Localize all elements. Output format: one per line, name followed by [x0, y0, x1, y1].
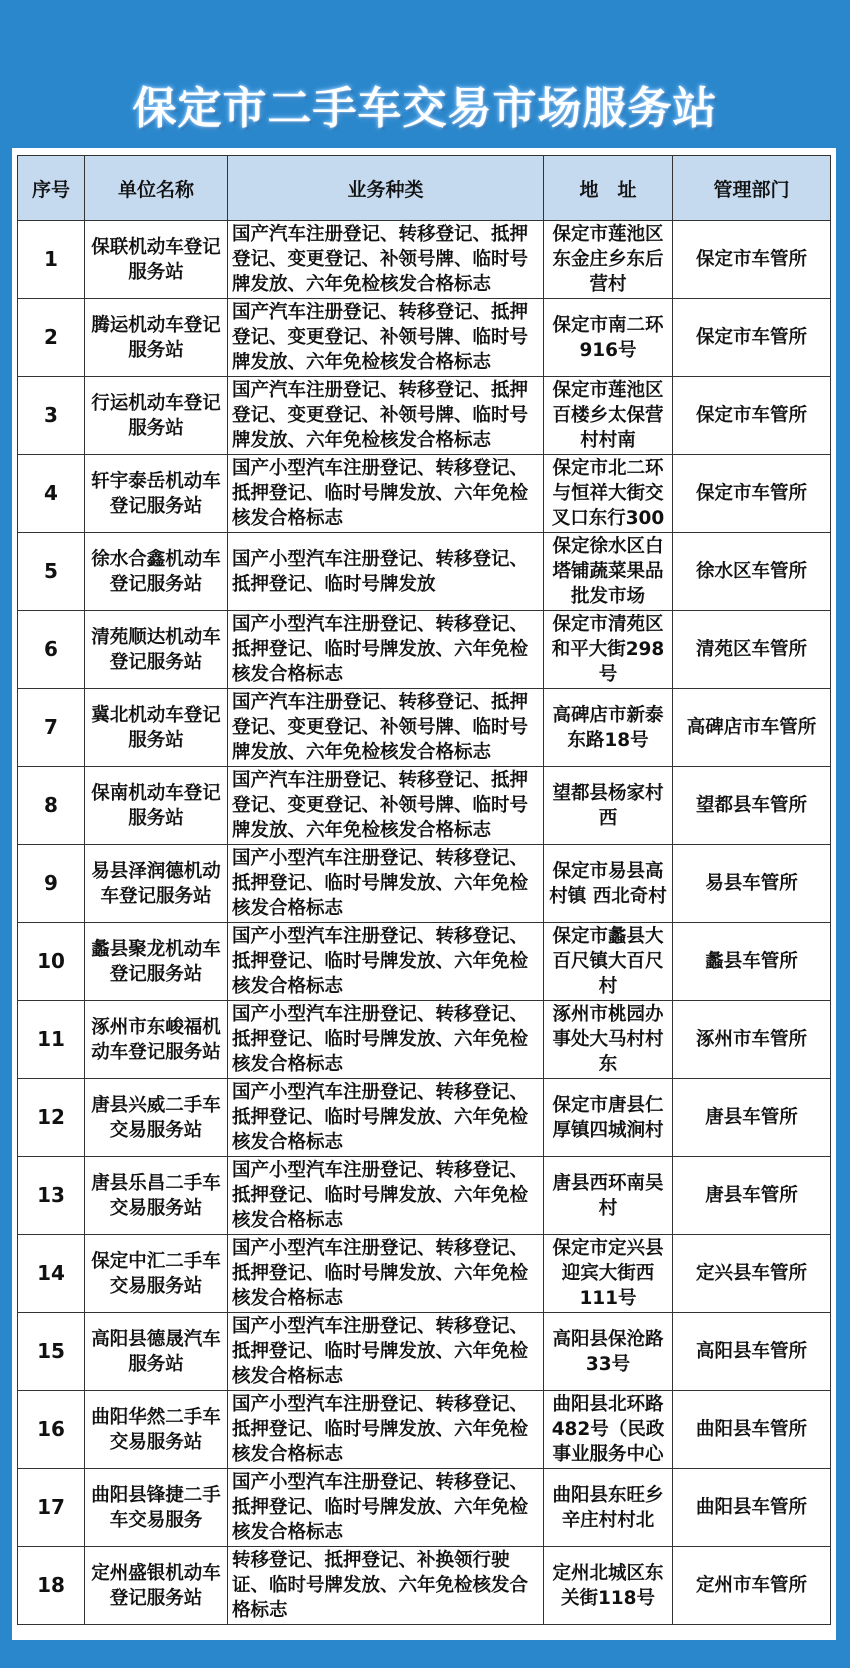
cell-dept: 望都县车管所: [673, 767, 831, 845]
cell-dept: 易县车管所: [673, 845, 831, 923]
cell-address: 望都县杨家村西: [544, 767, 673, 845]
cell-no: 18: [18, 1547, 85, 1625]
cell-name: 蠡县聚龙机动车登记服务站: [85, 923, 228, 1001]
cell-dept: 定州市车管所: [673, 1547, 831, 1625]
cell-no: 16: [18, 1391, 85, 1469]
cell-no: 2: [18, 299, 85, 377]
header-dept: 管理部门: [673, 156, 831, 221]
table-row: [18, 1313, 831, 1391]
cell-dept: 保定市车管所: [673, 299, 831, 377]
cell-address: 保定市清苑区和平大街298号: [544, 611, 673, 689]
cell-business: 国产小型汽车注册登记、转移登记、抵押登记、临时号牌发放、六年免检核发合格标志: [228, 1079, 544, 1157]
header-address: 地 址: [544, 156, 673, 221]
cell-dept: 保定市车管所: [673, 377, 831, 455]
cell-address: 涿州市桃园办事处大马村村东: [544, 1001, 673, 1079]
cell-address: 高碑店市新泰东路18号: [544, 689, 673, 767]
cell-no: 17: [18, 1469, 85, 1547]
cell-address: 保定市蠡县大百尺镇大百尺村: [544, 923, 673, 1001]
table-row: [18, 1469, 831, 1547]
cell-name: 行运机动车登记服务站: [85, 377, 228, 455]
cell-name: 易县泽润德机动车登记服务站: [85, 845, 228, 923]
cell-dept: 唐县车管所: [673, 1079, 831, 1157]
cell-business: 国产小型汽车注册登记、转移登记、抵押登记、临时号牌发放、六年免检核发合格标志: [228, 923, 544, 1001]
cell-dept: 清苑区车管所: [673, 611, 831, 689]
cell-name: 保南机动车登记服务站: [85, 767, 228, 845]
cell-business: 国产汽车注册登记、转移登记、抵押登记、变更登记、补领号牌、临时号牌发放、六年免检核发合格标志: [228, 377, 544, 455]
cell-business: 国产小型汽车注册登记、转移登记、抵押登记、临时号牌发放、六年免检核发合格标志: [228, 611, 544, 689]
table-row: [18, 1391, 831, 1469]
cell-name: 定州盛银机动车登记服务站: [85, 1547, 228, 1625]
table-row: [18, 1157, 831, 1235]
cell-name: 曲阳华然二手车交易服务站: [85, 1391, 228, 1469]
cell-name: 涿州市东峻福机动车登记服务站: [85, 1001, 228, 1079]
cell-name: 唐县兴威二手车交易服务站: [85, 1079, 228, 1157]
cell-name: 轩宇泰岳机动车登记服务站: [85, 455, 228, 533]
table-row: [18, 845, 831, 923]
table-header-row: [18, 156, 831, 221]
table-row: [18, 221, 831, 299]
cell-name: 保定中汇二手车交易服务站: [85, 1235, 228, 1313]
service-station-table: [17, 155, 831, 1625]
cell-name: 唐县乐昌二手车交易服务站: [85, 1157, 228, 1235]
cell-address: 保定市莲池区百楼乡太保营村村南: [544, 377, 673, 455]
cell-no: 3: [18, 377, 85, 455]
cell-no: 4: [18, 455, 85, 533]
cell-name: 腾运机动车登记服务站: [85, 299, 228, 377]
cell-no: 6: [18, 611, 85, 689]
table-row: [18, 1001, 831, 1079]
cell-name: 保联机动车登记服务站: [85, 221, 228, 299]
cell-no: 1: [18, 221, 85, 299]
cell-no: 15: [18, 1313, 85, 1391]
cell-address: 曲阳县北环路482号（民政事业服务中心: [544, 1391, 673, 1469]
cell-no: 8: [18, 767, 85, 845]
cell-dept: 高碑店市车管所: [673, 689, 831, 767]
cell-dept: 曲阳县车管所: [673, 1391, 831, 1469]
cell-no: 5: [18, 533, 85, 611]
table-row: [18, 767, 831, 845]
cell-business: 国产小型汽车注册登记、转移登记、抵押登记、临时号牌发放、六年免检核发合格标志: [228, 1235, 544, 1313]
cell-no: 9: [18, 845, 85, 923]
cell-business: 国产小型汽车注册登记、转移登记、抵押登记、临时号牌发放、六年免检核发合格标志: [228, 455, 544, 533]
cell-dept: 保定市车管所: [673, 455, 831, 533]
cell-no: 13: [18, 1157, 85, 1235]
cell-business: 国产汽车注册登记、转移登记、抵押登记、变更登记、补领号牌、临时号牌发放、六年免检核发合格标志: [228, 767, 544, 845]
header-no: 序号: [18, 156, 85, 221]
table-row: [18, 689, 831, 767]
cell-address: 保定市定兴县迎宾大街西111号: [544, 1235, 673, 1313]
cell-dept: 高阳县车管所: [673, 1313, 831, 1391]
cell-no: 12: [18, 1079, 85, 1157]
cell-business: 国产汽车注册登记、转移登记、抵押登记、变更登记、补领号牌、临时号牌发放、六年免检核发合格标志: [228, 689, 544, 767]
cell-address: 保定徐水区白塔铺蔬菜果品批发市场: [544, 533, 673, 611]
cell-address: 唐县西环南吴村: [544, 1157, 673, 1235]
cell-dept: 唐县车管所: [673, 1157, 831, 1235]
cell-dept: 定兴县车管所: [673, 1235, 831, 1313]
header-name: 单位名称: [85, 156, 228, 221]
cell-business: 国产小型汽车注册登记、转移登记、抵押登记、临时号牌发放、六年免检核发合格标志: [228, 1157, 544, 1235]
cell-business: 国产小型汽车注册登记、转移登记、抵押登记、临时号牌发放、六年免检核发合格标志: [228, 1313, 544, 1391]
table-row: [18, 923, 831, 1001]
cell-no: 10: [18, 923, 85, 1001]
cell-dept: 保定市车管所: [673, 221, 831, 299]
cell-name: 冀北机动车登记服务站: [85, 689, 228, 767]
cell-name: 清苑顺达机动车登记服务站: [85, 611, 228, 689]
cell-business: 国产小型汽车注册登记、转移登记、抵押登记、临时号牌发放: [228, 533, 544, 611]
cell-business: 转移登记、抵押登记、补换领行驶证、临时号牌发放、六年免检核发合格标志: [228, 1547, 544, 1625]
cell-address: 保定市北二环与恒祥大街交叉口东行300: [544, 455, 673, 533]
cell-dept: 曲阳县车管所: [673, 1469, 831, 1547]
table-row: [18, 611, 831, 689]
cell-address: 保定市唐县仁厚镇四城涧村: [544, 1079, 673, 1157]
cell-no: 14: [18, 1235, 85, 1313]
page-title: 保定市二手车交易市场服务站: [132, 83, 718, 134]
table-row: [18, 1079, 831, 1157]
cell-dept: 涿州市车管所: [673, 1001, 831, 1079]
cell-business: 国产小型汽车注册登记、转移登记、抵押登记、临时号牌发放、六年免检核发合格标志: [228, 845, 544, 923]
cell-business: 国产小型汽车注册登记、转移登记、抵押登记、临时号牌发放、六年免检核发合格标志: [228, 1001, 544, 1079]
cell-dept: 徐水区车管所: [673, 533, 831, 611]
cell-address: 保定市莲池区东金庄乡东后营村: [544, 221, 673, 299]
cell-address: 曲阳县东旺乡辛庄村村北: [544, 1469, 673, 1547]
cell-business: 国产小型汽车注册登记、转移登记、抵押登记、临时号牌发放、六年免检核发合格标志: [228, 1391, 544, 1469]
cell-address: 保定市易县高村镇 西北奇村: [544, 845, 673, 923]
cell-no: 7: [18, 689, 85, 767]
table-row: [18, 455, 831, 533]
table-row: [18, 1547, 831, 1625]
cell-address: 定州北城区东关街118号: [544, 1547, 673, 1625]
table-row: [18, 1235, 831, 1313]
cell-dept: 蠡县车管所: [673, 923, 831, 1001]
cell-business: 国产汽车注册登记、转移登记、抵押登记、变更登记、补领号牌、临时号牌发放、六年免检核发合格标志: [228, 221, 544, 299]
header-business: 业务种类: [228, 156, 544, 221]
table-row: [18, 533, 831, 611]
cell-address: 保定市南二环916号: [544, 299, 673, 377]
cell-name: 徐水合鑫机动车登记服务站: [85, 533, 228, 611]
cell-business: 国产小型汽车注册登记、转移登记、抵押登记、临时号牌发放、六年免检核发合格标志: [228, 1469, 544, 1547]
cell-name: 曲阳县锋捷二手车交易服务: [85, 1469, 228, 1547]
cell-no: 11: [18, 1001, 85, 1079]
cell-business: 国产汽车注册登记、转移登记、抵押登记、变更登记、补领号牌、临时号牌发放、六年免检核发合格标志: [228, 299, 544, 377]
cell-name: 高阳县德晟汽车服务站: [85, 1313, 228, 1391]
cell-address: 高阳县保沧路33号: [544, 1313, 673, 1391]
table-row: [18, 299, 831, 377]
table-row: [18, 377, 831, 455]
